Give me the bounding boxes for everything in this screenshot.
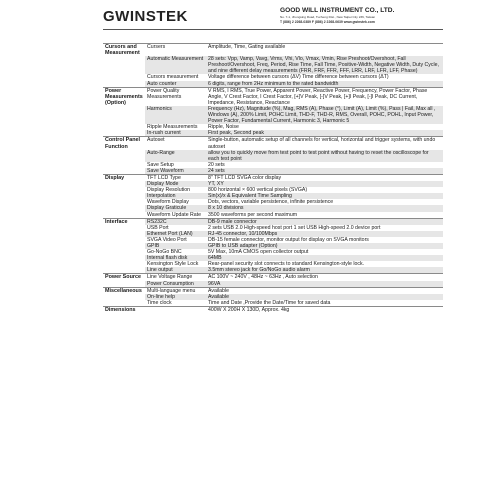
specification-table — [103, 43, 443, 313]
spec-row — [103, 300, 443, 307]
spec-row — [103, 168, 443, 175]
spec-label: Waveform Update Rate — [147, 211, 202, 218]
spec-category: Cursors and Measurement — [103, 44, 145, 57]
spec-value: Available — [206, 294, 443, 300]
spec-category — [103, 300, 145, 307]
spec-category — [103, 281, 145, 288]
spec-category — [103, 106, 145, 124]
spec-category — [103, 130, 145, 137]
spec-row — [103, 218, 443, 225]
spec-value: 3500 waveforms per second maximum — [208, 211, 298, 218]
spec-label: Internal flash disk — [145, 255, 206, 261]
spec-label: Save Waveform — [145, 168, 206, 175]
spec-value: 24 sets — [206, 168, 443, 175]
spec-label: Line output — [145, 267, 206, 274]
spec-category — [103, 150, 145, 162]
spec-row — [103, 106, 443, 124]
spec-value: GPIB to USB adapter (Option) — [206, 243, 443, 249]
spec-category: Miscellaneous — [103, 287, 145, 294]
spec-category — [103, 212, 145, 219]
spec-row — [103, 150, 443, 162]
spec-value: YT, XY — [206, 181, 443, 187]
spec-label: Auto-Range — [145, 150, 206, 162]
spec-category — [103, 267, 145, 274]
spec-label: Power Consumption — [145, 281, 206, 288]
spec-value: Sin(x)/x & Equivalent Time Sampling — [206, 193, 443, 199]
spec-value: DB-9 male connector — [206, 218, 443, 225]
spec-row — [103, 306, 443, 313]
spec-value: 96VA — [206, 281, 443, 288]
spec-category — [103, 56, 145, 74]
spec-row — [103, 56, 443, 74]
company-contact: T (886) 2 2268-0389 F (886) 2 2268-0639 www.gwinstek.com — [280, 20, 375, 24]
spec-label: Ethernet Port (LAN) — [145, 231, 206, 237]
spec-value: 3.5mm stereo jack for Go/NoGo audio alarm — [206, 267, 443, 274]
spec-row — [103, 87, 443, 106]
spec-label: Cursers — [145, 44, 206, 57]
spec-value: DB-15 female connector, monitor output for display on SVGA monitors — [208, 236, 369, 243]
spec-value: Rear-panel security slot connects to standard Kensington-style lock. — [208, 261, 364, 268]
spec-value: Time and Date ,Provide the Date/Time for saved data — [208, 299, 331, 306]
spec-row — [103, 281, 443, 288]
spec-label: Save Setup — [147, 161, 174, 168]
spec-label: Line Voltage Range — [145, 274, 206, 281]
spec-value: V RMS, I RMS, True Power, Apparent Power, Reactive Power, Frequency, Power Factor, Phase Angle, V Crest Factor, I Crest Factor, [+]V Peak, [-]V Peak, [+]I Peak, [-]I Peak, DC Current, Impedance, Resistance, Reactance — [206, 87, 443, 106]
spec-value: 800 horizontal × 600 vertical pixels (SVGA) — [208, 187, 308, 194]
spec-label: Display Mode — [145, 181, 206, 187]
spec-label: Auto counter — [145, 81, 206, 88]
spec-value: 2 sets USB 2.0 High-speed host port 1 set USB High-speed 2.0 device port — [208, 224, 381, 231]
spec-label: Harmonics — [145, 106, 206, 124]
spec-value: AC 100V ~ 240V , 48Hz ~ 63Hz , Auto selection — [206, 274, 443, 281]
spec-value: allow you to quickly move from test point to test point without having to reset the oscilloscope for each test point — [206, 150, 443, 162]
spec-row — [103, 212, 443, 219]
brand-logo: GWINSTEK — [103, 8, 188, 25]
spec-row — [103, 174, 443, 181]
company-address: No. 7-1, Jhongsing Road, Tucheng Dist., New Taipei City 236, Taiwan — [280, 15, 376, 19]
spec-category: Interface — [103, 218, 145, 225]
spec-label: Kensington Style Lock — [147, 261, 199, 268]
spec-label: Power Quality Measurements — [145, 87, 206, 106]
spec-value: 6 digits, range from 2Hz minimum to the rated bandwidth — [206, 81, 443, 88]
spec-label: TFT LCD Type — [145, 174, 206, 181]
spec-label: Cursors measurement — [147, 74, 199, 81]
spec-label: SVGA Video Port — [147, 236, 187, 243]
spec-label: GPIB — [145, 243, 206, 249]
spec-row — [103, 287, 443, 294]
spec-row — [103, 274, 443, 281]
spec-value: 28 sets: Vpp, Vamp, Vavg, Vrms, Vhi, Vlo, Vmax, Vmin, Rise Preshoot/Overshoot, Fall Preshoot/Overshoot, Freq, Period, Rise Time, Fall Time, Positive-Width, Negative Width, Duty Cycle, and nine different delay measurements (FRR, FRF, FFR, FFF, LRR, LRF, LFR, LFF, Phase) — [206, 56, 443, 74]
spec-label: Display Resolution — [147, 187, 190, 194]
spec-value: 8 x 10 divisions — [206, 205, 443, 211]
spec-value: Available — [206, 287, 443, 294]
spec-label: In-rush current — [145, 130, 206, 137]
spec-label: USB Port — [147, 224, 169, 231]
spec-label: Waveform Display — [147, 199, 189, 206]
spec-label: Display Graticule — [145, 205, 206, 211]
header-divider — [103, 29, 443, 30]
spec-value: 64MB — [206, 255, 443, 261]
spec-value: Frequency (Hz), Magnitude (%), Mag, RMS (A), Phase (°), Limit (A), Limit (%), Pass | Fail, Max all , Windows (A), 200% Limit, POHC Limit, THD-F, THD-R, RMS, Overall, POHC, POHL, Input Power, Power Factor, Fundamental Current, Harmonic 3, Harmonic 5 — [206, 106, 443, 124]
spec-label: Go-NoGo BNC — [147, 249, 182, 256]
spec-row — [103, 81, 443, 88]
spec-category: Power Measurements (Option) — [103, 87, 145, 106]
spec-value: 8" TFT LCD SVGA color display — [206, 174, 443, 181]
spec-label: Interpolation — [145, 193, 206, 199]
spec-category: Display — [103, 174, 145, 181]
spec-row — [103, 130, 443, 137]
spec-value: 400W X 200H X 130D, Approx. 4kg — [206, 306, 443, 313]
spec-category: Control Panel Function — [103, 137, 145, 150]
spec-value: Amplitude, Time, Gating available — [206, 44, 443, 57]
spec-value: 20 sets — [208, 161, 225, 168]
spec-value: Voltage difference between cursors (ΔV) Time difference between cursors (ΔT) — [208, 74, 389, 81]
spec-row — [103, 267, 443, 274]
spec-value: Dots, vectors, variable persistence, infinite persistence — [208, 199, 334, 206]
spec-label: On-line help — [145, 294, 206, 300]
specification-rows — [103, 44, 443, 314]
spec-category: Power Source — [103, 274, 145, 281]
spec-category: Dimensions — [103, 306, 145, 313]
spec-label: Ripple Measurements — [147, 124, 198, 131]
spec-value: Ripple, Noise — [208, 124, 239, 131]
spec-label: RS232C — [145, 218, 206, 225]
spec-label — [145, 306, 206, 313]
spec-value: RJ-45 connector, 10/100Mbps — [206, 231, 443, 237]
spec-label: Autoset — [145, 137, 206, 150]
spec-label: Multi-language menu — [145, 287, 206, 294]
spec-row — [103, 44, 443, 57]
spec-label: Time clock — [147, 299, 172, 306]
spec-row — [103, 137, 443, 150]
company-name: GOOD WILL INSTRUMENT CO., LTD. — [280, 7, 395, 14]
spec-value: Single-button, automatic setup of all channels for vertical, horizontal and trigger systems, with undo autoset — [206, 137, 443, 150]
spec-category — [103, 168, 145, 175]
spec-value: 5V Max, 10mA CMOS open collector output — [208, 249, 309, 256]
spec-value: First peak, Second peak — [206, 130, 443, 137]
spec-label: Automatic Measurement — [145, 56, 206, 74]
spec-category — [103, 81, 145, 88]
